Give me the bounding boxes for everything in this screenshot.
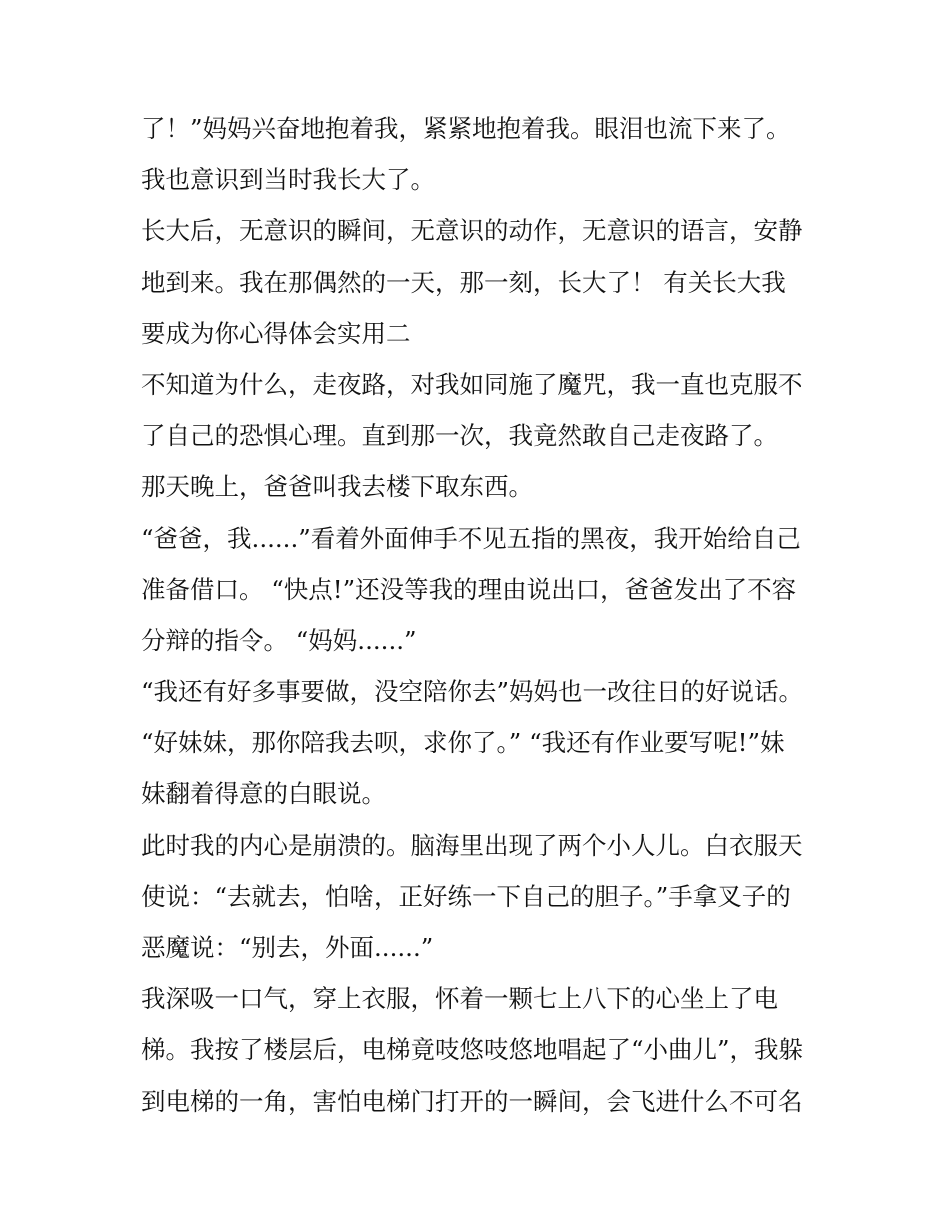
- text-line: 不知道为什么，走夜路，对我如同施了魔咒，我一直也克服不: [141, 369, 803, 399]
- text-line: 此时我的内心是崩溃的。脑海里出现了两个小人儿。白衣服天: [141, 830, 803, 860]
- text-line: 地到来。我在那偶然的一天，那一刻，长大了！ 有关长大我: [141, 267, 786, 297]
- text-line: 梯。我按了楼层后，电梯竟吱悠吱悠地唱起了“小曲儿”，我躲: [141, 1035, 804, 1065]
- text-line: “我还有好多事要做，没空陪你去”妈妈也一改往日的好说话。: [141, 677, 804, 707]
- text-line: 了！”妈妈兴奋地抱着我，紧紧地抱着我。眼泪也流下来了。: [141, 114, 791, 143]
- text-line: 我也意识到当时我长大了。: [141, 165, 435, 195]
- text-line: 分辩的指令。 “妈妈......”: [141, 625, 417, 655]
- text-line: 妹翻着得意的白眼说。: [141, 779, 386, 809]
- text-line: 使说：“去就去，怕啥，正好练一下自己的胆子。”手拿叉子的: [141, 881, 791, 911]
- text-line: “爸爸，我......”看着外面伸手不见五指的黑夜，我开始给自己: [141, 523, 801, 553]
- text-line: 那天晚上，爸爸叫我去楼下取东西。: [141, 472, 533, 502]
- text-line: 恶魔说：“别去，外面......”: [141, 933, 434, 962]
- text-line: “好妹妹，那你陪我去呗，求你了。” “我还有作业要写呢!”妹: [141, 728, 785, 758]
- text-line: 了自己的恐惧心理。直到那一次，我竟然敢自己走夜路了。: [141, 421, 778, 451]
- text-line: 长大后，无意识的瞬间，无意识的动作，无意识的语言，安静: [141, 216, 803, 246]
- text-line: 到电梯的一角，害怕电梯门打开的一瞬间，会飞进什么不可名: [141, 1086, 803, 1116]
- text-line: 准备借口。 “快点!”还没等我的理由说出口，爸爸发出了不容: [141, 574, 797, 604]
- body-text: [141, 107, 831, 1131]
- text-line: 要成为你心得体会实用二: [141, 318, 411, 348]
- text-line: 我深吸一口气，穿上衣服，怀着一颗七上八下的心坐上了电: [141, 984, 778, 1014]
